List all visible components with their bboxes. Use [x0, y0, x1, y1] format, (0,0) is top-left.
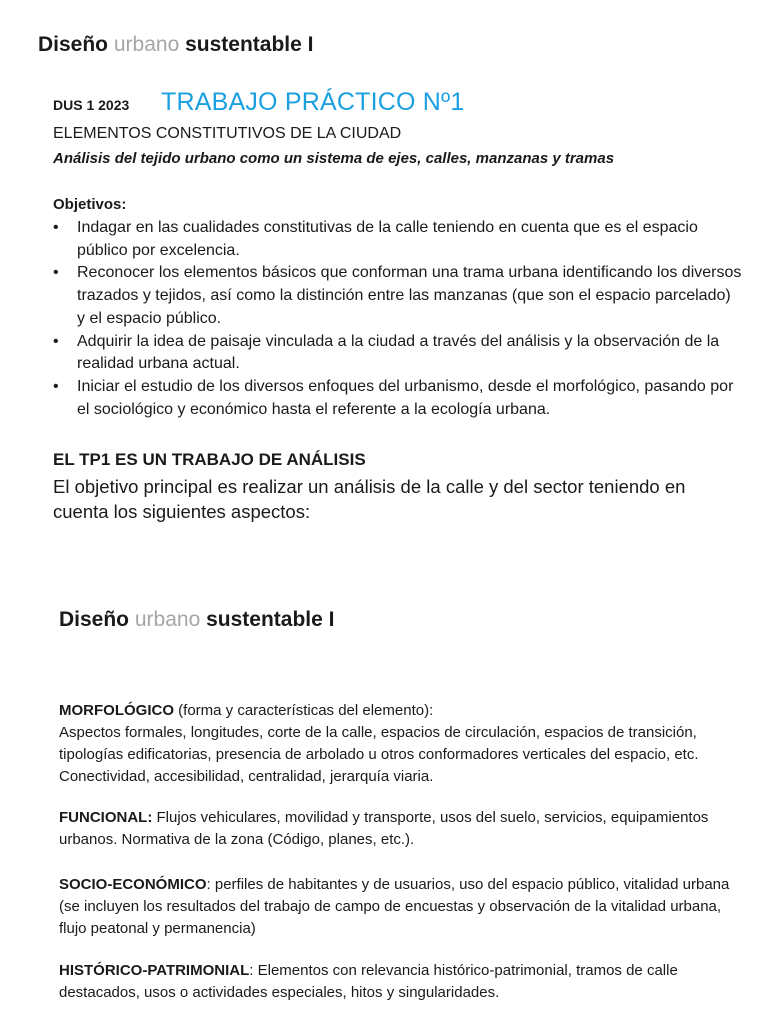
- section-socio-economico: [59, 874, 739, 940]
- objective-item: • Reconocer los elementos básicos que conforman una trama urbana identificando los diversos trazados y tejidos, así como la distinción entre las manzanas (que son el espacio parcelado) y el espacio público.: [53, 262, 743, 330]
- tp1-heading: EL TP1 ES UN TRABAJO DE ANÁLISIS: [53, 450, 366, 469]
- objective-item: • Adquirir la idea de paisaje vinculada a la ciudad a través del análisis y la observación de la realidad urbana actual.: [53, 331, 743, 376]
- objectives-list: [53, 217, 743, 421]
- section-text: : Elementos con relevancia histórico-patrimonial, tramos de calle destacados, usos o actividades especiales, hitos y singularidades.: [59, 962, 678, 1001]
- objective-item: • Iniciar el estudio de los diversos enfoques del urbanismo, desde el morfológico, pasando por el sociológico y económico hasta el referente a la ecología urbana.: [53, 376, 743, 421]
- section-title: FUNCIONAL:: [59, 809, 153, 826]
- tp1-description: El objetivo principal es realizar un análisis de la calle y del sector teniendo en cuenta los siguientes aspectos:: [53, 476, 686, 522]
- section-title: HISTÓRICO-PATRIMONIAL: [59, 962, 250, 979]
- course-title-part1: Diseño: [38, 33, 114, 56]
- section-title: SOCIO-ECONÓMICO: [59, 876, 207, 893]
- course-title-2: [59, 608, 334, 632]
- section-text: : perfiles de habitantes y de usuarios, uso del espacio público, vitalidad urbana (se incluyen los resultados del trabajo de campo de encuestas y observación de la vitalidad urbana, flujo peatonal y permanencia): [59, 876, 730, 937]
- course-title-urbano: urbano: [134, 608, 201, 631]
- section-title: MORFOLÓGICO: [59, 702, 174, 719]
- assignment-title: TRABAJO PRÁCTICO Nº1: [161, 88, 465, 116]
- section-text: (forma y características del elemento): Aspectos formales, longitudes, corte de la calle, espacios de circulación, espacios de transición, tipologías edificatorias, presencia de arbolado u otros conformadores verticales del espacio, etc. Conectividad, accesibilidad, centralidad, jerarquía viaria.: [59, 702, 699, 785]
- section-morfologico: [59, 700, 739, 788]
- course-title-part3: sustentable I: [200, 608, 335, 631]
- course-title: [38, 33, 313, 57]
- assignment-description: Análisis del tejido urbano como un sistema de ejes, calles, manzanas y tramas: [53, 150, 615, 167]
- course-code: DUS 1 2023: [53, 97, 130, 113]
- section-text: Flujos vehiculares, movilidad y transporte, usos del suelo, servicios, equipamientos urbanos. Normativa de la zona (Código, planes, etc.).: [59, 809, 709, 848]
- objective-item: • Indagar en las cualidades constitutivas de la calle teniendo en cuenta que es el espacio público por excelencia.: [53, 217, 743, 262]
- section-historico-patrimonial: [59, 960, 739, 1004]
- section-funcional: [59, 807, 739, 851]
- assignment-subtitle: ELEMENTOS CONSTITUTIVOS DE LA CIUDAD: [53, 125, 402, 142]
- course-title-part1: Diseño: [59, 608, 135, 631]
- course-title-part3: sustentable I: [179, 33, 314, 56]
- objectives-label: Objetivos:: [53, 196, 127, 213]
- course-title-urbano: urbano: [113, 33, 180, 56]
